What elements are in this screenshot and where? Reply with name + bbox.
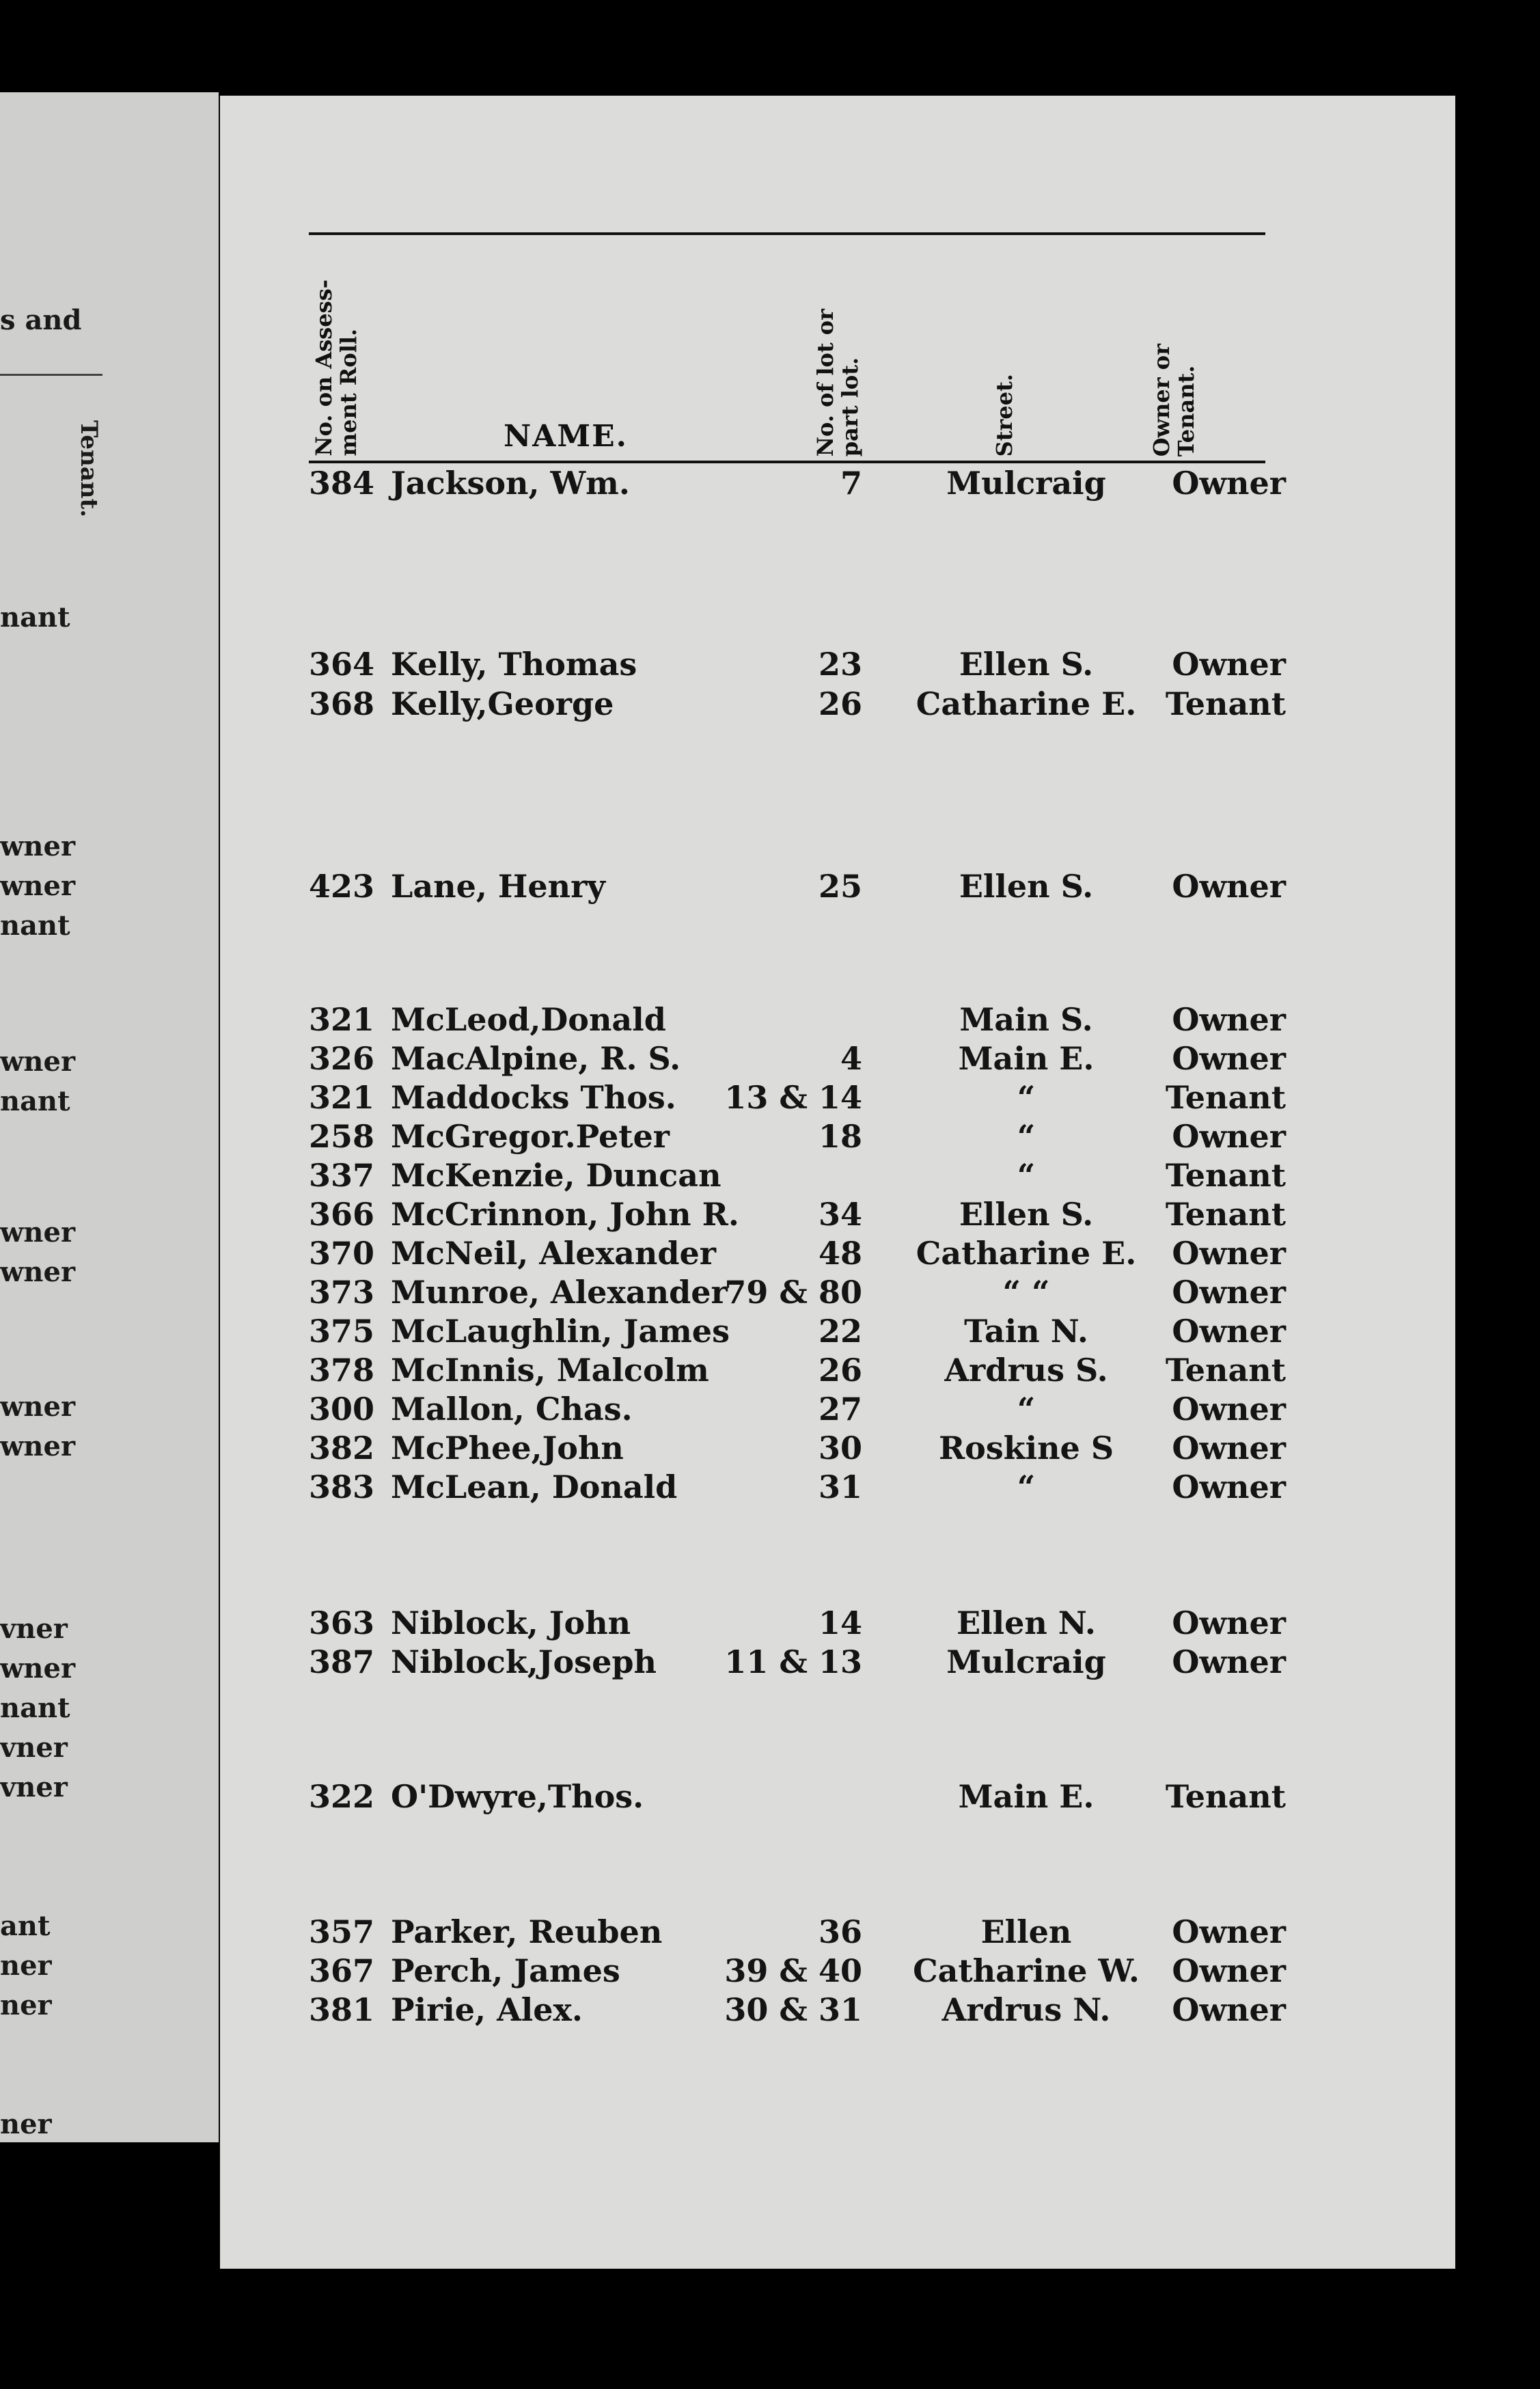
street: Ellen S. [959, 868, 1094, 905]
table-row [309, 1430, 1300, 1469]
table-row [309, 1778, 1300, 1818]
owner-status: Owner [1172, 1235, 1286, 1272]
street: Mulcraig [946, 1643, 1106, 1680]
left-fragment-text: wner [0, 1430, 76, 1462]
table-row [309, 868, 1300, 907]
left-fragment-text: Tenant. [75, 420, 102, 518]
roll-number: 381 [309, 1991, 375, 2028]
left-fragment-text: wner [0, 1256, 76, 1288]
lot-number: 14 [818, 1605, 862, 1641]
left-fragment-text: vner [0, 1613, 68, 1645]
street: Mulcraig [946, 465, 1106, 502]
lot-number: 11 & 13 [724, 1643, 862, 1680]
table-row [309, 685, 1300, 725]
header-assessment-roll-no: No. on Assess- ment Roll. [311, 279, 361, 456]
street: Catharine E. [916, 685, 1137, 722]
table-row [309, 1643, 1300, 1683]
person-name: McInnis, Malcolm [391, 1352, 709, 1389]
table-row [309, 1313, 1300, 1352]
person-name: MacAlpine, R. S. [391, 1040, 681, 1077]
left-page-fragment [0, 92, 219, 2142]
roll-number: 357 [309, 1913, 375, 1950]
owner-status: Owner [1172, 1040, 1286, 1077]
owner-status: Owner [1172, 1430, 1286, 1466]
lot-number: 7 [840, 465, 862, 502]
lot-number: 31 [818, 1469, 862, 1505]
person-name: Perch, James [391, 1952, 620, 1989]
left-fragment-text: wner [0, 830, 76, 862]
owner-status: Tenant [1165, 1352, 1286, 1389]
street: Main E. [958, 1778, 1095, 1815]
table-row [309, 1391, 1300, 1430]
left-fragment-text: wner [0, 1216, 76, 1248]
owner-status: Owner [1172, 1274, 1286, 1311]
lot-number: 18 [818, 1118, 862, 1155]
person-name: Maddocks Thos. [391, 1079, 676, 1116]
owner-status: Owner [1172, 1001, 1286, 1038]
owner-status: Owner [1172, 1952, 1286, 1989]
owner-status: Tenant [1165, 1778, 1286, 1815]
roll-number: 321 [309, 1079, 375, 1116]
roll-number: 383 [309, 1469, 375, 1505]
left-fragment-text: ner [0, 2108, 52, 2140]
left-fragment-text: vner [0, 1771, 68, 1803]
owner-status: Owner [1172, 1605, 1286, 1641]
owner-status: Tenant [1165, 1079, 1286, 1116]
left-fragment-text: wner [0, 870, 76, 902]
street: Catharine W. [913, 1952, 1140, 1989]
header-lot-no: No. of lot or part lot. [812, 308, 863, 456]
assessment-table-body [309, 465, 1300, 2187]
lot-number: 13 & 14 [724, 1079, 862, 1116]
street: Main E. [958, 1040, 1095, 1077]
left-fragment-text: wner [0, 1046, 76, 1078]
roll-number: 370 [309, 1235, 375, 1272]
table-row [309, 646, 1300, 685]
table-row [309, 1952, 1300, 1992]
roll-number: 423 [309, 868, 375, 905]
street: Ellen [980, 1913, 1072, 1950]
table-row [309, 1235, 1300, 1274]
street: Roskine S [938, 1430, 1114, 1466]
street: “ [1017, 1079, 1036, 1116]
table-row [309, 1196, 1300, 1236]
person-name: Niblock, John [391, 1605, 631, 1641]
person-name: Mallon, Chas. [391, 1391, 633, 1428]
person-name: Munroe, Alexander [391, 1274, 728, 1311]
roll-number: 321 [309, 1001, 375, 1038]
street: Main S. [959, 1001, 1093, 1038]
owner-status: Owner [1172, 646, 1286, 683]
left-fragment-text: s and [0, 304, 82, 336]
street: Ardrus N. [941, 1991, 1111, 2028]
table-row [309, 1352, 1300, 1391]
roll-number: 387 [309, 1643, 375, 1680]
street: “ [1017, 1157, 1036, 1194]
owner-status: Owner [1172, 1643, 1286, 1680]
person-name: McCrinnon, John R. [391, 1196, 739, 1233]
left-fragment-text: wner [0, 1652, 76, 1684]
owner-status: Owner [1172, 1313, 1286, 1350]
street: Ellen N. [957, 1605, 1096, 1641]
lot-number: 30 [818, 1430, 862, 1466]
street: Ellen S. [959, 646, 1094, 683]
roll-number: 373 [309, 1274, 375, 1311]
lot-number: 4 [840, 1040, 862, 1077]
lot-number: 30 & 31 [724, 1991, 862, 2028]
person-name: Parker, Reuben [391, 1913, 663, 1950]
roll-number: 300 [309, 1391, 375, 1428]
person-name: McNeil, Alexander [391, 1235, 716, 1272]
lot-number: 48 [818, 1235, 862, 1272]
roll-number: 368 [309, 685, 375, 722]
lot-number: 36 [818, 1913, 862, 1950]
table-row [309, 1991, 1300, 2031]
street: Ardrus S. [944, 1352, 1108, 1389]
person-name: Pirie, Alex. [391, 1991, 583, 2028]
lot-number: 26 [818, 1352, 862, 1389]
owner-status: Owner [1172, 1391, 1286, 1428]
table-row [309, 1079, 1300, 1119]
owner-status: Owner [1172, 1913, 1286, 1950]
owner-status: Tenant [1165, 1196, 1286, 1233]
left-fragment-text: nant [0, 1085, 70, 1117]
street: “ [1017, 1391, 1036, 1428]
header-owner-or-tenant: Owner or Tenant. [1149, 343, 1199, 456]
document-page [220, 96, 1455, 2269]
roll-number: 382 [309, 1430, 375, 1466]
street: “ [1017, 1469, 1036, 1505]
street: “ “ [1002, 1274, 1050, 1311]
person-name: McKenzie, Duncan [391, 1157, 721, 1194]
person-name: McLeod,Donald [391, 1001, 666, 1038]
person-name: Kelly, Thomas [391, 646, 637, 683]
person-name: O'Dwyre,Thos. [391, 1778, 644, 1815]
table-header [309, 232, 1265, 463]
roll-number: 375 [309, 1313, 375, 1350]
left-fragment-text: nant [0, 1692, 70, 1724]
roll-number: 366 [309, 1196, 375, 1233]
street: Ellen S. [959, 1196, 1094, 1233]
table-row [309, 1118, 1300, 1158]
lot-number: 34 [818, 1196, 862, 1233]
left-fragment-text: nant [0, 601, 70, 633]
lot-number: 39 & 40 [724, 1952, 862, 1989]
lot-number: 22 [818, 1313, 862, 1350]
left-fragment-text: ner [0, 1989, 52, 2021]
table-row [309, 1913, 1300, 1953]
lot-number: 23 [818, 646, 862, 683]
lot-number: 27 [818, 1391, 862, 1428]
header-street: Street. [991, 373, 1017, 456]
left-fragment-text: ner [0, 1950, 52, 1982]
table-row [309, 1274, 1300, 1313]
roll-number: 322 [309, 1778, 375, 1815]
roll-number: 364 [309, 646, 375, 683]
street: Tain N. [964, 1313, 1088, 1350]
table-row [309, 1605, 1300, 1644]
owner-status: Owner [1172, 1469, 1286, 1505]
lot-number: 79 & 80 [724, 1274, 862, 1311]
person-name: McPhee,John [391, 1430, 624, 1466]
lot-number: 25 [818, 868, 862, 905]
roll-number: 326 [309, 1040, 375, 1077]
roll-number: 363 [309, 1605, 375, 1641]
person-name: Niblock,Joseph [391, 1643, 657, 1680]
owner-status: Owner [1172, 1118, 1286, 1155]
table-row [309, 1040, 1300, 1080]
owner-status: Owner [1172, 465, 1286, 502]
person-name: Jackson, Wm. [391, 465, 630, 502]
left-fragment-text: vner [0, 1732, 68, 1764]
roll-number: 384 [309, 465, 375, 502]
table-row [309, 1469, 1300, 1508]
owner-status: Owner [1172, 1991, 1286, 2028]
header-name: NAME. [504, 419, 628, 454]
person-name: McLean, Donald [391, 1469, 678, 1505]
table-row [309, 465, 1300, 504]
left-fragment-text: nant [0, 910, 70, 942]
roll-number: 367 [309, 1952, 375, 1989]
street: Catharine E. [916, 1235, 1137, 1272]
roll-number: 378 [309, 1352, 375, 1389]
person-name: McLaughlin, James [391, 1313, 730, 1350]
lot-number: 26 [818, 685, 862, 722]
left-fragment-text: ant [0, 1910, 51, 1942]
roll-number: 337 [309, 1157, 375, 1194]
owner-status: Owner [1172, 868, 1286, 905]
person-name: Lane, Henry [391, 868, 606, 905]
street: “ [1017, 1118, 1036, 1155]
person-name: Kelly,George [391, 685, 614, 722]
left-page-rule [0, 374, 102, 376]
left-fragment-text: wner [0, 1391, 76, 1423]
owner-status: Tenant [1165, 1157, 1286, 1194]
roll-number: 258 [309, 1118, 375, 1155]
person-name: McGregor.Peter [391, 1118, 670, 1155]
table-row [309, 1157, 1300, 1197]
owner-status: Tenant [1165, 685, 1286, 722]
table-row [309, 1001, 1300, 1041]
